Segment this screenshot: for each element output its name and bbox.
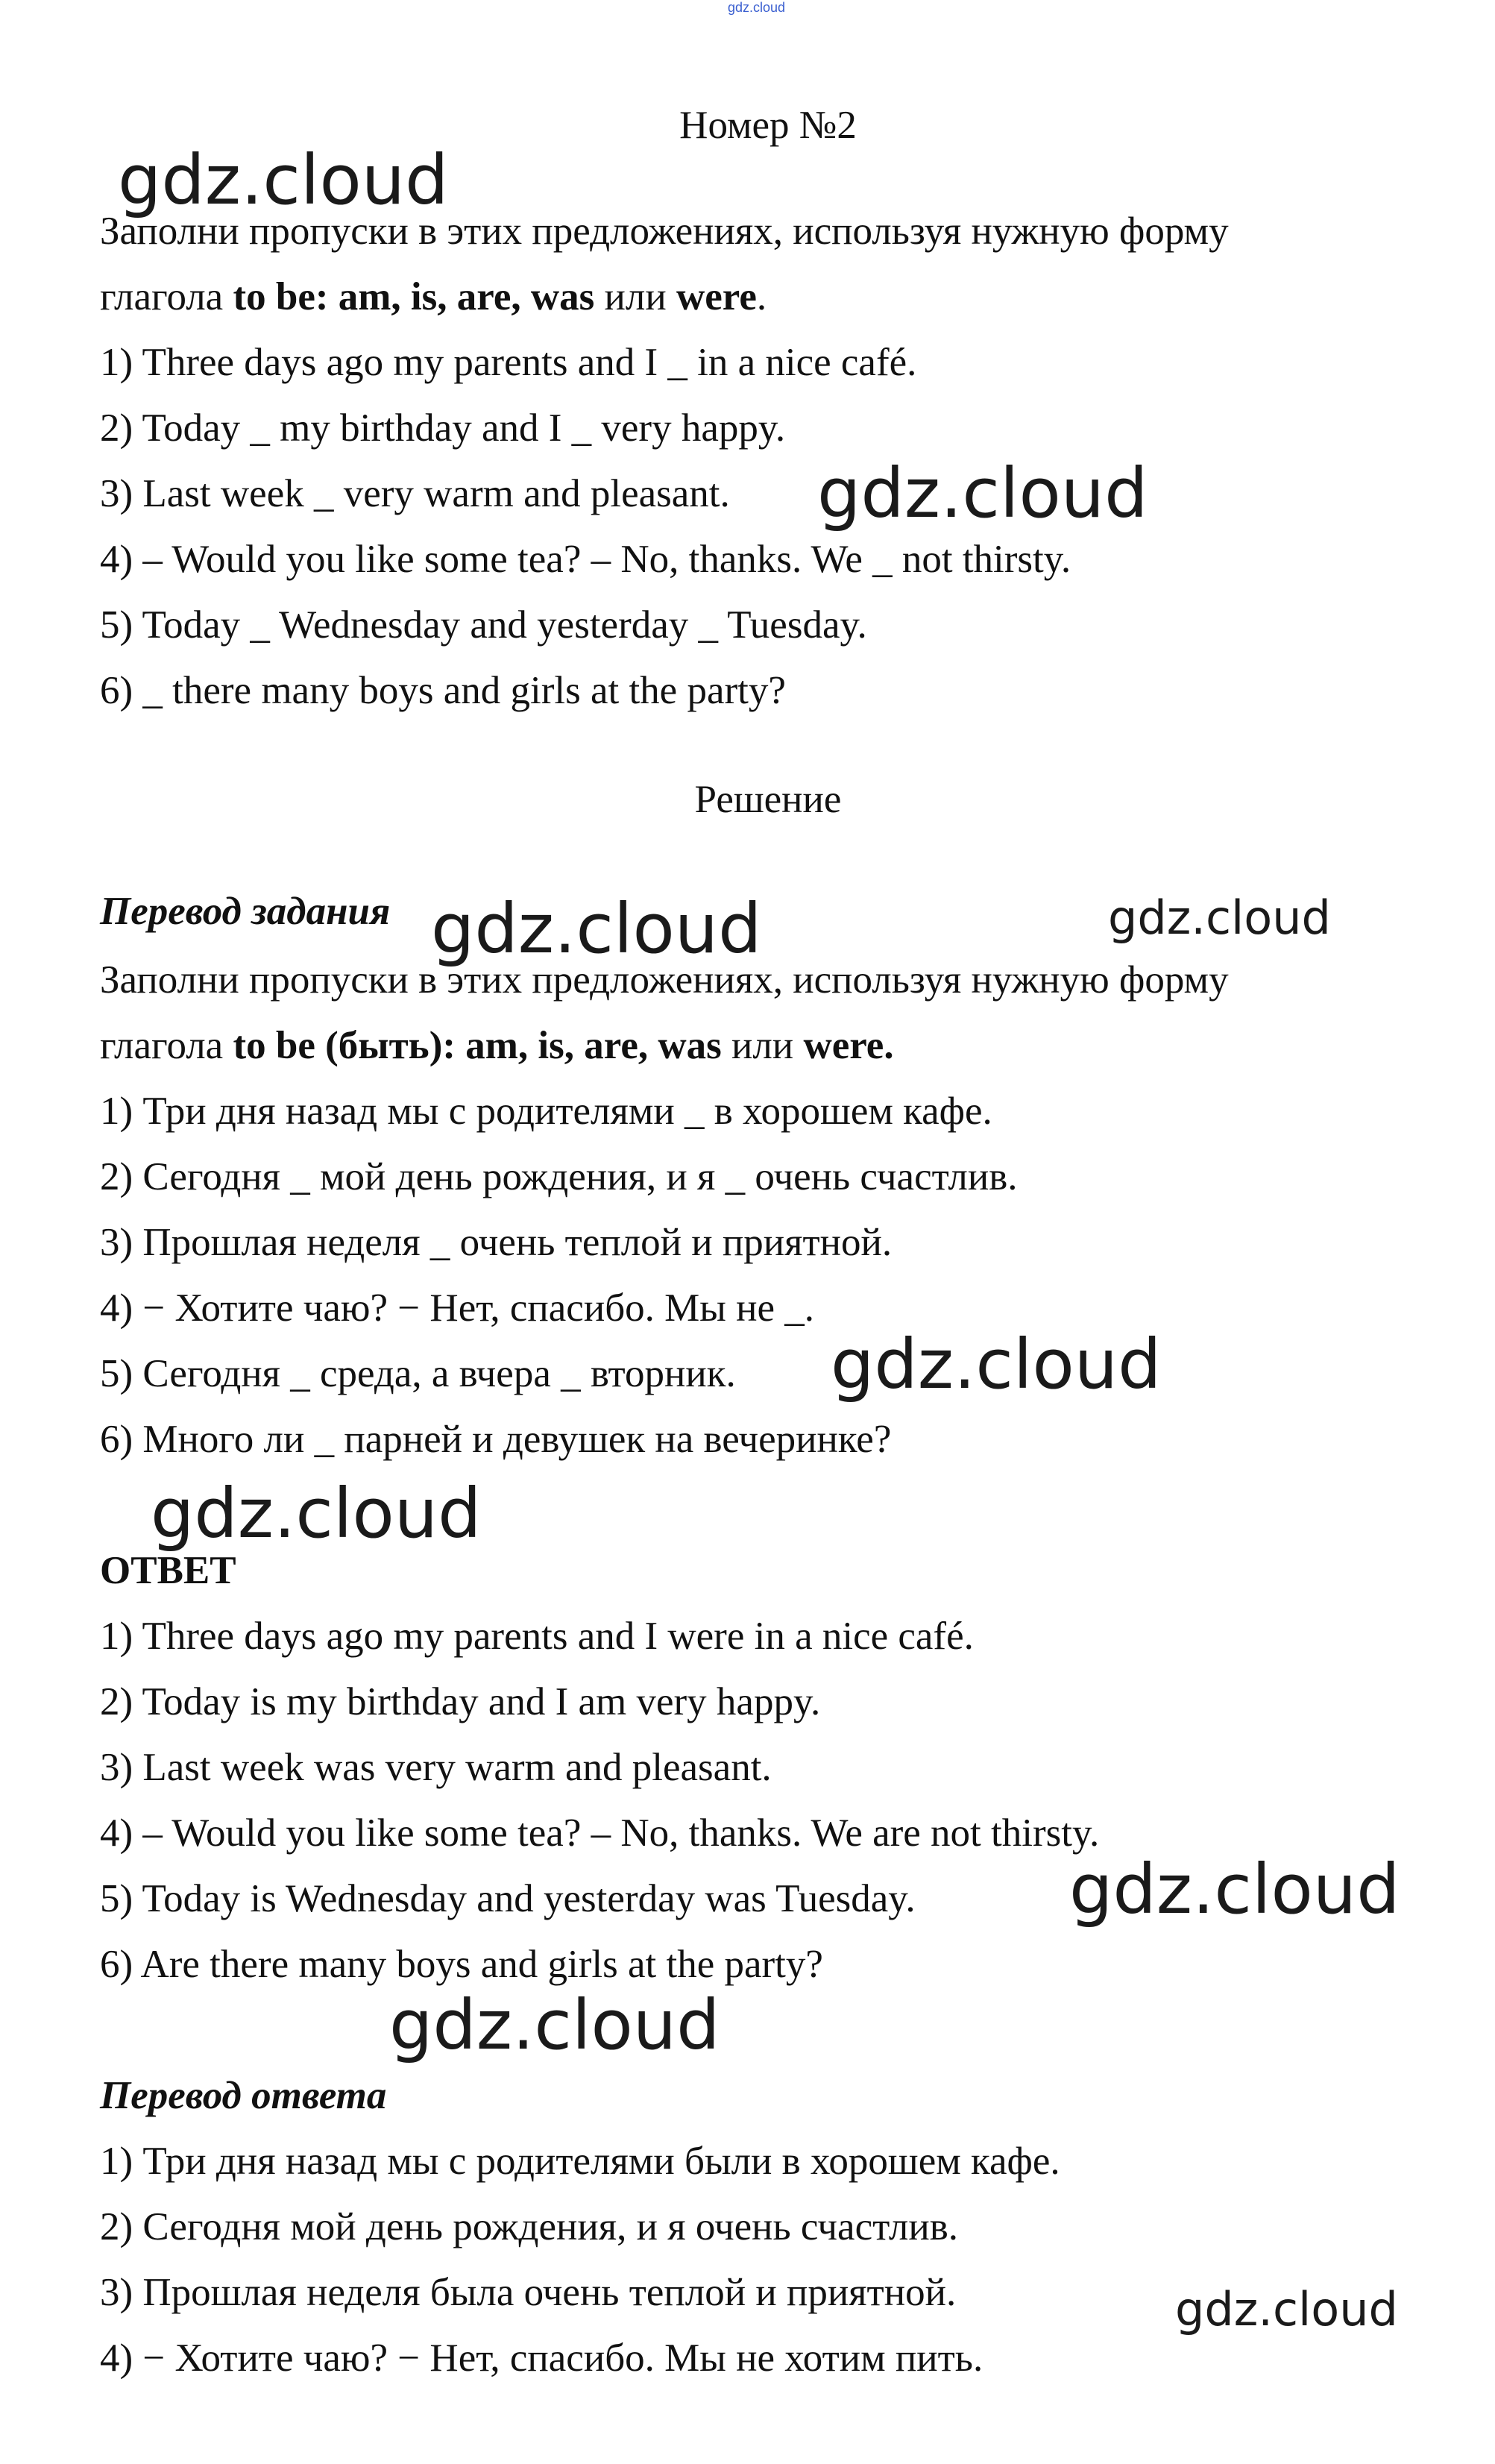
answer-item: 6) Are there many boys and girls at the party? — [100, 1943, 823, 1986]
translation-task-item: 3) Прошлая неделя _ очень теплой и приятной. — [100, 1221, 893, 1264]
task-were: were — [676, 275, 757, 318]
task-verbs: to be: am, is, are, was — [233, 275, 595, 318]
watermark: gdz.cloud — [151, 1474, 482, 1553]
translation-answer-item: 3) Прошлая неделя была очень теплой и приятной. — [100, 2271, 957, 2314]
watermark: gdz.cloud — [118, 140, 449, 220]
translation-answer-item: 1) Три дня назад мы с родителями были в хорошем кафе. — [100, 2140, 1060, 2183]
answer-item: 5) Today is Wednesday and yesterday was Tuesday. — [100, 1877, 916, 1920]
translation-task-line-1: Заполни пропуски в этих предложениях, используя нужную форму — [100, 958, 1229, 1002]
translation-were: were. — [803, 1024, 894, 1067]
task-item: 6) _ there many boys and girls at the party? — [100, 669, 786, 712]
translation-task-line-2 — [100, 1026, 894, 1066]
watermark: gdz.cloud — [831, 1324, 1162, 1404]
answer-item: 4) – Would you like some tea? – No, thanks. We are not thirsty. — [100, 1811, 1100, 1855]
watermark: gdz.cloud — [389, 1985, 720, 2065]
watermark: gdz.cloud — [1175, 2282, 1398, 2336]
answer-item: 2) Today is my birthday and I am very happy. — [100, 1680, 821, 1723]
solution-heading: Решение — [694, 778, 842, 821]
watermark: gdz.cloud — [431, 889, 762, 969]
watermark: gdz.cloud — [1108, 890, 1331, 945]
task-item: 3) Last week _ very warm and pleasant. — [100, 472, 730, 515]
task-item: 4) – Would you like some tea? – No, thanks. We _ not thirsty. — [100, 538, 1071, 581]
page-title: Номер №2 — [679, 104, 857, 147]
translation-verbs: to be (быть): am, is, are, was — [233, 1024, 722, 1067]
task-line-1: Заполни пропуски в этих предложениях, используя нужную форму — [100, 210, 1229, 253]
translation-task-item: 5) Сегодня _ среда, а вчера _ вторник. — [100, 1352, 736, 1395]
translation-answer-item: 4) − Хотите чаю? − Нет, спасибо. Мы не хотим пить. — [100, 2336, 983, 2380]
task-line-2 — [100, 277, 767, 317]
translation-answer-item: 2) Сегодня мой день рождения, и я очень счастлив. — [100, 2205, 959, 2248]
task-item: 1) Three days ago my parents and I _ in a nice café. — [100, 341, 917, 384]
translation-task-item: 6) Много ли _ парней и девушек на вечеринке? — [100, 1418, 892, 1461]
translation-task-item: 1) Три дня назад мы с родителями _ в хорошем кафе. — [100, 1090, 992, 1133]
task-line-2-prefix: глагола — [100, 275, 233, 318]
task-item: 5) Today _ Wednesday and yesterday _ Tuesday. — [100, 603, 867, 647]
answer-label: ОТВЕТ — [100, 1549, 236, 1592]
watermark: gdz.cloud — [1069, 1849, 1400, 1929]
task-or: или — [594, 275, 676, 318]
translation-task-item: 2) Сегодня _ мой день рождения, и я _ очень счастлив. — [100, 1155, 1018, 1198]
answer-item: 3) Last week was very warm and pleasant. — [100, 1746, 772, 1789]
task-item: 2) Today _ my birthday and I _ very happy. — [100, 406, 786, 450]
translation-task-label: Перевод задания — [100, 890, 391, 933]
translation-line-2-prefix: глагола — [100, 1024, 233, 1067]
translation-answer-label: Перевод ответа — [100, 2074, 387, 2117]
watermark: gdz.cloud — [817, 453, 1148, 533]
answer-item: 1) Three days ago my parents and I were in a nice café. — [100, 1615, 974, 1658]
translation-task-item: 4) − Хотите чаю? − Нет, спасибо. Мы не _. — [100, 1286, 815, 1330]
task-period: . — [756, 275, 767, 318]
top-watermark: gdz.cloud — [728, 0, 786, 15]
translation-or: или — [721, 1024, 804, 1067]
